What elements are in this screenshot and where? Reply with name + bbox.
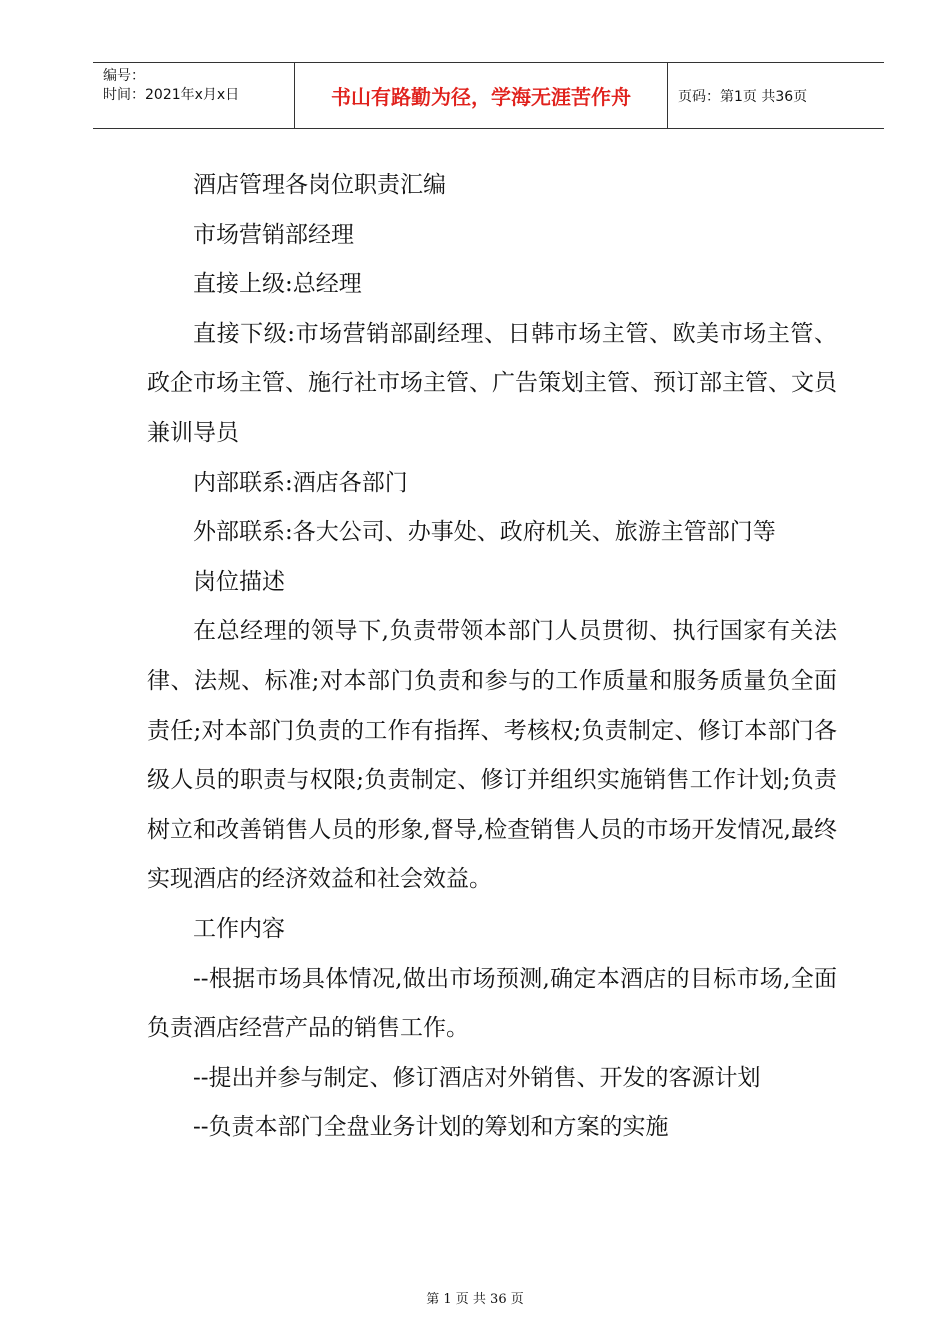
duty-item: --提出并参与制定、修订酒店对外销售、开发的客源计划 (193, 1064, 761, 1091)
duty-item: --根据市场具体情况,做出市场预测,确定本酒店的目标市场,全面负责酒店经营产品的销售工作。 (147, 965, 837, 1042)
external-contacts: 外部联系:各大公司、办事处、政府机关、旅游主管部门等 (193, 519, 776, 546)
internal-contacts: 内部联系:酒店各部门 (193, 469, 408, 496)
direct-superior: 直接上级:总经理 (193, 271, 362, 298)
position-title: 市场营销部经理 (193, 221, 354, 248)
document-body (147, 161, 837, 1153)
document-time-label: 时间：2021年x月x日 (103, 87, 240, 103)
section-heading-duties: 工作内容 (193, 915, 285, 942)
direct-subordinates: 直接下级:市场营销部副经理、日韩市场主管、欧美市场主管、政企市场主管、施行社市场主管、广告策划主管、预订部主管、文员兼训导员 (147, 320, 837, 446)
document-number-label: 编号： (103, 68, 145, 84)
description-paragraph: 在总经理的领导下,负责带领本部门人员贯彻、执行国家有关法律、法规、标准;对本部门负责和参与的工作质量和服务质量负全面责任;对本部门负责的工作有指挥、考核权;负责制定、修订本部门各级人员的职责与权限;负责制定、修订并组织实施销售工作计划;负责树立和改善销售人员的形象,督导,检查销售人员的市场开发情况,最终实现酒店的经济效益和社会效益。 (147, 618, 837, 893)
page-footer: 第 1 页 共 36 页 (426, 1292, 524, 1307)
header-meta-cell (93, 63, 295, 128)
document-title: 酒店管理各岗位职责汇编 (193, 172, 446, 198)
section-heading-description: 岗位描述 (193, 568, 285, 595)
header-page-info: 页码：第1页 共36页 (678, 88, 808, 105)
duty-item: --负责本部门全盘业务计划的筹划和方案的实施 (193, 1114, 669, 1141)
header-slogan: 书山有路勤为径，学海无涯苦作舟 (295, 63, 668, 128)
page-header (93, 62, 884, 129)
